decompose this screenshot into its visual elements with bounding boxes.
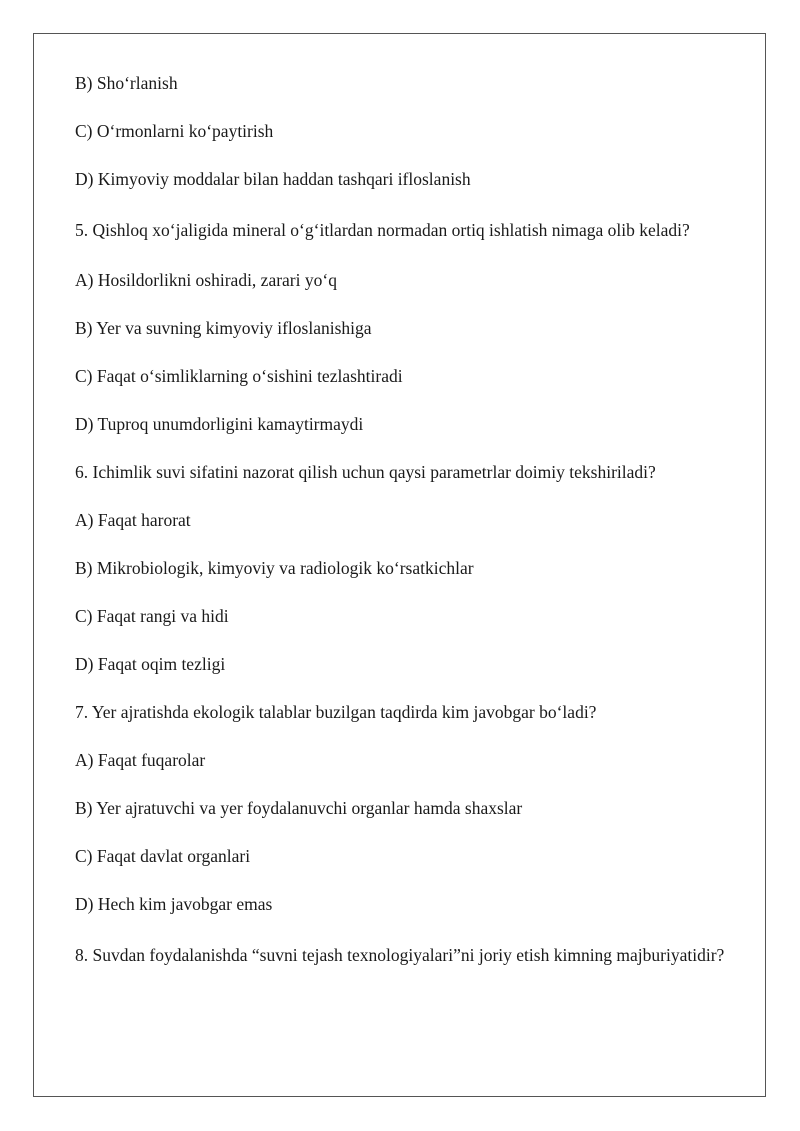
answer-option: A) Faqat fuqarolar	[75, 750, 206, 770]
answer-option: D) Hech kim javobgar emas	[75, 894, 273, 914]
answer-option: D) Tuproq unumdorligini kamaytirmaydi	[75, 414, 364, 434]
answer-option: D) Kimyoviy moddalar bilan haddan tashqari ifloslanish	[75, 169, 471, 189]
answer-option: C) Faqat rangi va hidi	[75, 606, 229, 626]
answer-option: B) Yer va suvning kimyoviy ifloslanishiga	[75, 318, 372, 338]
answer-option: C) Faqat davlat organlari	[75, 846, 251, 866]
answer-option: B) Mikrobiologik, kimyoviy va radiologik ko‘rsatkichlar	[75, 558, 474, 578]
answer-option: D) Faqat oqim tezligi	[75, 654, 226, 674]
answer-option: B) Sho‘rlanish	[75, 73, 178, 93]
answer-option: C) Faqat o‘simliklarning o‘sishini tezlashtiradi	[75, 366, 403, 386]
document-body	[75, 72, 725, 994]
question-text: 6. Ichimlik suvi sifatini nazorat qilish uchun qaysi parametrlar doimiy tekshiriladi?	[75, 462, 656, 482]
question-text: 5. Qishloq xo‘jaligida mineral o‘g‘itlardan normadan ortiq ishlatish nimaga olib keladi?	[75, 220, 690, 240]
question-text: 7. Yer ajratishda ekologik talablar buzilgan taqdirda kim javobgar bo‘ladi?	[75, 702, 597, 722]
answer-option: C) O‘rmonlarni ko‘paytirish	[75, 121, 274, 141]
answer-option: B) Yer ajratuvchi va yer foydalanuvchi organlar hamda shaxslar	[75, 798, 523, 818]
answer-option: A) Faqat harorat	[75, 510, 191, 530]
question-text: 8. Suvdan foydalanishda “suvni tejash texnologiyalari”ni joriy etish kimning majburiyatidir?	[75, 945, 725, 965]
answer-option: A) Hosildorlikni oshiradi, zarari yo‘q	[75, 270, 337, 290]
